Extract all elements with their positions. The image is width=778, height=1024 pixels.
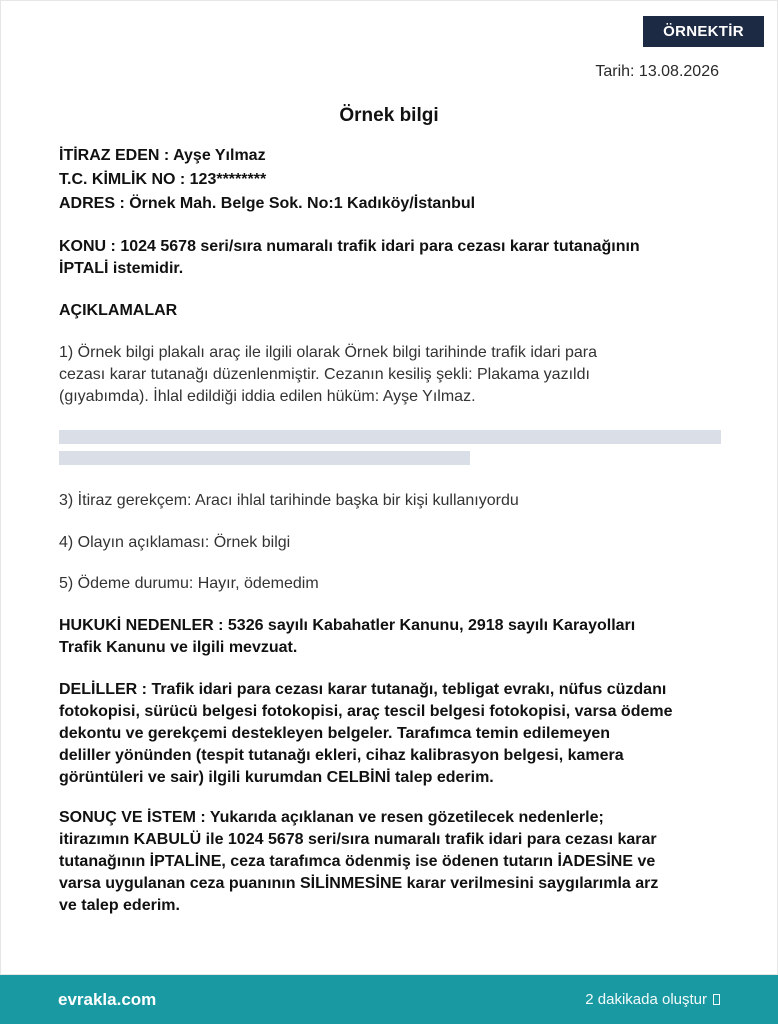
subject	[59, 236, 721, 280]
legal-grounds-line-2: Trafik Kanunu ve ilgili mevzuat.	[59, 639, 298, 656]
document-date: Tarih: 13.08.2026	[595, 63, 719, 80]
conclusion	[59, 807, 721, 917]
box-icon	[713, 994, 720, 1005]
party-info	[59, 145, 721, 215]
evidence-line-1: DELİLLER : Trafik idari para cezası karar tutanağı, tebligat evrakı, nüfus cüzdanı	[59, 681, 667, 698]
evidence-line-3: dekontu ve gerekçemi destekleyen belgeler. Tarafımca temin edilemeyen	[59, 725, 611, 742]
evidence	[59, 679, 721, 789]
footer-bar	[0, 975, 778, 1024]
explanations-heading: AÇIKLAMALAR	[59, 302, 178, 319]
explanation-1	[59, 342, 721, 408]
sample-badge: ÖRNEKTİR	[643, 16, 764, 47]
address-line: ADRES : Örnek Mah. Belge Sok. No:1 Kadıköy/İstanbul	[59, 195, 476, 212]
legal-grounds	[59, 615, 721, 659]
document-title: Örnek bilgi	[339, 105, 439, 126]
id-number-line: T.C. KİMLİK NO : 123********	[59, 171, 267, 188]
redacted-line-1	[59, 430, 721, 444]
evidence-line-2: fotokopisi, sürücü belgesi fotokopisi, araç tescil belgesi fotokopisi, varsa ödeme	[59, 703, 673, 720]
explanation-3: 3) İtiraz gerekçem: Aracı ihlal tarihinde başka bir kişi kullanıyordu	[59, 492, 519, 509]
explanation-5: 5) Ödeme durumu: Hayır, ödemedim	[59, 575, 319, 592]
evidence-line-4: deliller yönünden (tespit tutanağı ekleri, cihaz kalibrasyon belgesi, kamera	[59, 747, 624, 764]
conclusion-line-2: itirazımın KABULÜ ile 1024 5678 seri/sıra numaralı trafik idari para cezası karar	[59, 831, 657, 848]
create-document-link[interactable]	[585, 991, 720, 1008]
redacted-line-2	[59, 451, 470, 465]
objector-line: İTİRAZ EDEN : Ayşe Yılmaz	[59, 147, 266, 164]
explanation-1-line-1: 1) Örnek bilgi plakalı araç ile ilgili olarak Örnek bilgi tarihinde trafik idari para	[59, 344, 598, 361]
legal-grounds-line-1: HUKUKİ NEDENLER : 5326 sayılı Kabahatler Kanunu, 2918 sayılı Karayolları	[59, 617, 636, 634]
brand-link[interactable]: evrakla.com	[58, 989, 157, 1009]
subject-line-2: İPTALİ istemidir.	[59, 260, 184, 277]
conclusion-line-5: ve talep ederim.	[59, 897, 180, 914]
conclusion-line-1: SONUÇ VE İSTEM : Yukarıda açıklanan ve resen gözetilecek nedenlerle;	[59, 809, 604, 826]
explanation-1-line-3: (gıyabımda). İhlal edildiği iddia edilen hüküm: Ayşe Yılmaz.	[59, 388, 476, 405]
explanation-1-line-2: cezası karar tutanağı düzenlenmiştir. Cezanın kesiliş şekli: Plakama yazıldı	[59, 366, 590, 383]
evidence-line-5: görüntüleri ve sair) ilgili kurumdan CELBİNİ talep ederim.	[59, 769, 494, 786]
conclusion-line-4: varsa uygulanan ceza puanının SİLİNMESİNE karar verilmesini saygılarımla arz	[59, 875, 659, 892]
subject-line-1: KONU : 1024 5678 seri/sıra numaralı trafik idari para cezası karar tutanağının	[59, 238, 640, 255]
explanation-4: 4) Olayın açıklaması: Örnek bilgi	[59, 534, 291, 551]
create-document-label: 2 dakikada oluştur	[585, 991, 707, 1008]
conclusion-line-3: tutanağının İPTALİNE, ceza tarafımca ödenmiş ise ödenen tutarın İADESİNE ve	[59, 853, 656, 870]
